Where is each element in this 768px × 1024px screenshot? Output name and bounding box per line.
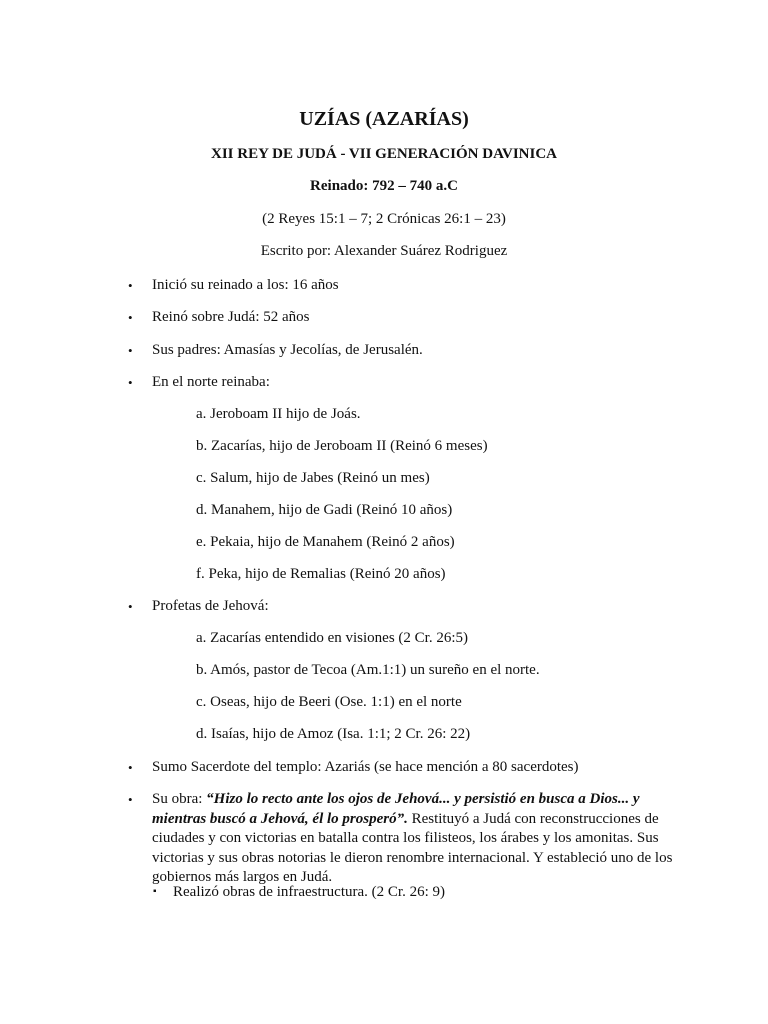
works-text: Restituyó a Judá con reconstrucciones de ciudades y con victorias en batalla contra los filisteos, los árabes y los amonitas. Sus victorias y sus obras notorias le dieron renombre internacional. Y estableció uno de los gobiernos más largos en Judá. — [152, 810, 673, 885]
north-king-item: c. Salum, hijo de Jabes (Reinó un mes) — [196, 470, 430, 486]
works-paragraph — [152, 790, 688, 888]
list-item-text: Reinó sobre Judá: 52 años — [152, 309, 310, 325]
sub-point-infrastructure — [153, 884, 445, 901]
bullet-icon: • — [128, 343, 133, 358]
north-king-item: b. Zacarías, hijo de Jeroboam II (Reinó 6 meses) — [196, 438, 488, 454]
list-item-text: Sumo Sacerdote del templo: Azariás (se hace mención a 80 sacerdotes) — [152, 759, 579, 775]
prophet-item: b. Amós, pastor de Tecoa (Am.1:1) un sureño en el norte. — [196, 662, 540, 678]
north-king-item: a. Jeroboam II hijo de Joás. — [196, 406, 361, 422]
north-king-item: d. Manahem, hijo de Gadi (Reinó 10 años) — [196, 502, 453, 518]
prophet-item: a. Zacarías entendido en visiones (2 Cr. 26:5) — [196, 630, 469, 646]
north-king-item: f. Peka, hijo de Remalias (Reinó 20 años) — [196, 566, 446, 582]
bible-references: (2 Reyes 15:1 – 7; 2 Crónicas 26:1 – 23) — [262, 211, 506, 227]
bullet-icon: • — [128, 375, 133, 390]
bullet-icon: • — [128, 310, 133, 325]
north-king-item: e. Pekaia, hijo de Manahem (Reinó 2 años) — [196, 534, 455, 550]
sub-point-text: Realizó obras de infraestructura. (2 Cr. 26: 9) — [173, 884, 445, 900]
list-item-text: Inició su reinado a los: 16 años — [152, 277, 339, 293]
author-line: Escrito por: Alexander Suárez Rodriguez — [260, 243, 508, 259]
bullet-icon: • — [128, 278, 133, 293]
document-subtitle: XII REY DE JUDÁ - VII GENERACIÓN DAVINICA — [210, 146, 558, 162]
works-quote: “Hizo lo recto ante los ojos de Jehová... y persistió en busca a Dios... y mientras buscó a Jehová, él lo prosperó”. — [152, 791, 640, 827]
works-label: Su obra: — [152, 791, 207, 807]
reign-period: Reinado: 792 – 740 a.C — [310, 178, 458, 194]
bullet-icon: • — [128, 599, 133, 614]
list-item-text: Profetas de Jehová: — [152, 598, 269, 614]
list-item-text: Sus padres: Amasías y Jecolías, de Jerusalén. — [152, 342, 423, 358]
prophet-item: c. Oseas, hijo de Beeri (Ose. 1:1) en el norte — [196, 694, 462, 710]
document-title: UZÍAS (AZARÍAS) — [299, 108, 469, 130]
prophet-item: d. Isaías, hijo de Amoz (Isa. 1:1; 2 Cr. 26: 22) — [196, 726, 471, 742]
list-item-text: En el norte reinaba: — [152, 374, 270, 390]
square-bullet-icon: ▪ — [153, 886, 157, 897]
bullet-icon: • — [128, 760, 133, 775]
bullet-icon: • — [128, 792, 133, 807]
